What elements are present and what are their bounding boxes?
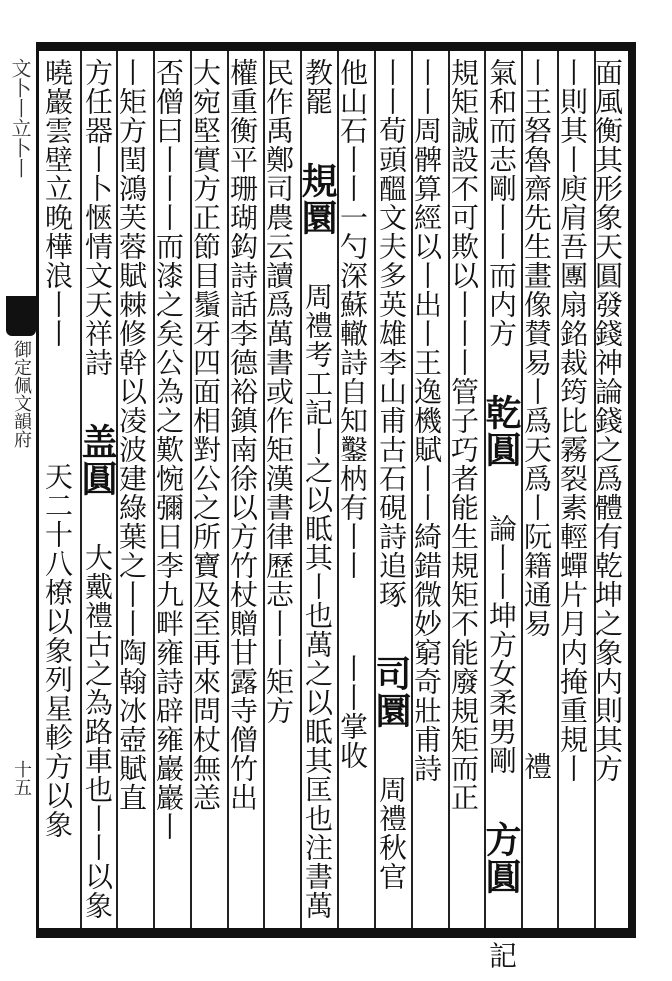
column-text: 丨矩方閏鴻芙蓉賦棘修幹以凌波建綠葉之丨丨陶翰冰壺賦直 bbox=[115, 58, 148, 812]
fishtail-mark bbox=[6, 296, 36, 336]
column-text-tail: 周禮考工記丨之以眡其丨也萬之以眡其匡也注書萬 bbox=[301, 282, 334, 920]
entry-heading-siyuan: 司圜 bbox=[370, 655, 412, 729]
text-column-12 bbox=[189, 58, 226, 922]
entry-heading-gaiyuan: 盖圓 bbox=[76, 423, 118, 497]
column-text: 權重衡平珊瑚鈎詩話李德裕鎮南徐以方竹杖贈甘露寺僧竹出 bbox=[226, 58, 259, 812]
text-column-5 bbox=[447, 58, 484, 922]
text-column-6 bbox=[410, 58, 447, 922]
column-text-tail: 丨丨掌收 bbox=[336, 654, 369, 770]
bottom-border bbox=[36, 928, 636, 938]
text-column-13 bbox=[152, 58, 189, 922]
page-number: 十五 bbox=[11, 760, 32, 796]
column-text: 丨丨荀頭醞文夫多英雄李山甫古石硯詩追琢 bbox=[375, 58, 408, 609]
column-text-tail: 大戴禮古之為路車也丨丨以象 bbox=[81, 543, 114, 920]
margin-edge-text: 文卜丨立卜丨 bbox=[8, 58, 32, 178]
column-text: 他山石丨丨一勺深蘇轍詩自知鑿枘有丨丨 bbox=[336, 58, 369, 580]
text-column-9 bbox=[296, 58, 338, 922]
text-column-10 bbox=[262, 58, 299, 922]
text-column-11 bbox=[226, 58, 263, 922]
text-column-16 bbox=[41, 58, 78, 922]
column-text-tail: 天二十八橑以象列星軫方以象 bbox=[41, 462, 74, 839]
column-text-tail: 論丨丨坤方女柔男剛 bbox=[485, 514, 518, 775]
column-text-tail2: 記 bbox=[485, 941, 518, 970]
column-text: 氣和而志剛丨丨而内方 bbox=[485, 58, 518, 348]
column-text: 民作禹鄭司農云讀爲萬書或作矩漢書律歷志丨丨矩方 bbox=[262, 58, 295, 725]
entry-heading-guiyuan: 規圜 bbox=[296, 162, 338, 236]
margin-book-title: 御定佩文韻府 bbox=[11, 340, 32, 448]
text-column-14 bbox=[115, 58, 152, 922]
text-column-1 bbox=[591, 58, 628, 922]
column-text: 教罷 bbox=[301, 58, 334, 116]
text-column-7 bbox=[370, 58, 412, 922]
column-text-tail: 周禮秋官 bbox=[375, 775, 408, 891]
column-text: 曉巖雲壁立晚樺浪丨丨 bbox=[41, 58, 74, 348]
text-column-2 bbox=[556, 58, 593, 922]
column-text: 規矩誠設不可欺以丨丨丨管子巧者能生規矩不能廢規矩而正 bbox=[447, 58, 480, 812]
text-column-3 bbox=[520, 58, 557, 922]
right-border bbox=[628, 42, 636, 938]
text-column-4 bbox=[480, 58, 522, 970]
column-text: 丨王砮魯齋先生畫像賛易丨爲天爲丨阮籍通易 bbox=[520, 58, 553, 638]
text-column-8 bbox=[336, 58, 373, 922]
text-column-15 bbox=[76, 58, 118, 922]
column-text: 丨則其丨庾肩吾團扇銘裁筠比霧裂素輕蟬片月内掩重規丨 bbox=[556, 58, 589, 783]
column-text: 丨丨周髀算經以丨出丨王逸機賦丨丨綺錯微妙窮奇壯甫詩 bbox=[410, 58, 443, 783]
column-text: 方任器丨卜愜情文天祥詩 bbox=[81, 58, 114, 377]
entry-heading-qianyuan: 乾圓 bbox=[480, 394, 522, 468]
column-text: 面風衡其形象天圓發錢神論錢之爲體有乾坤之象内則其方 bbox=[591, 58, 624, 783]
top-border bbox=[36, 42, 636, 51]
entry-heading-fangyuan: 方圓 bbox=[480, 821, 522, 895]
column-text-tail: 禮 bbox=[520, 752, 553, 781]
column-text: 否僧曰丨丨丨而漆之矣公為之歎惋彌日李九畔雍詩辟雍巖巖丨 bbox=[152, 58, 185, 841]
column-text: 大宛堅實方正節目鬚牙四面相對公之所寶及至再來問杖無恙 bbox=[189, 58, 222, 812]
